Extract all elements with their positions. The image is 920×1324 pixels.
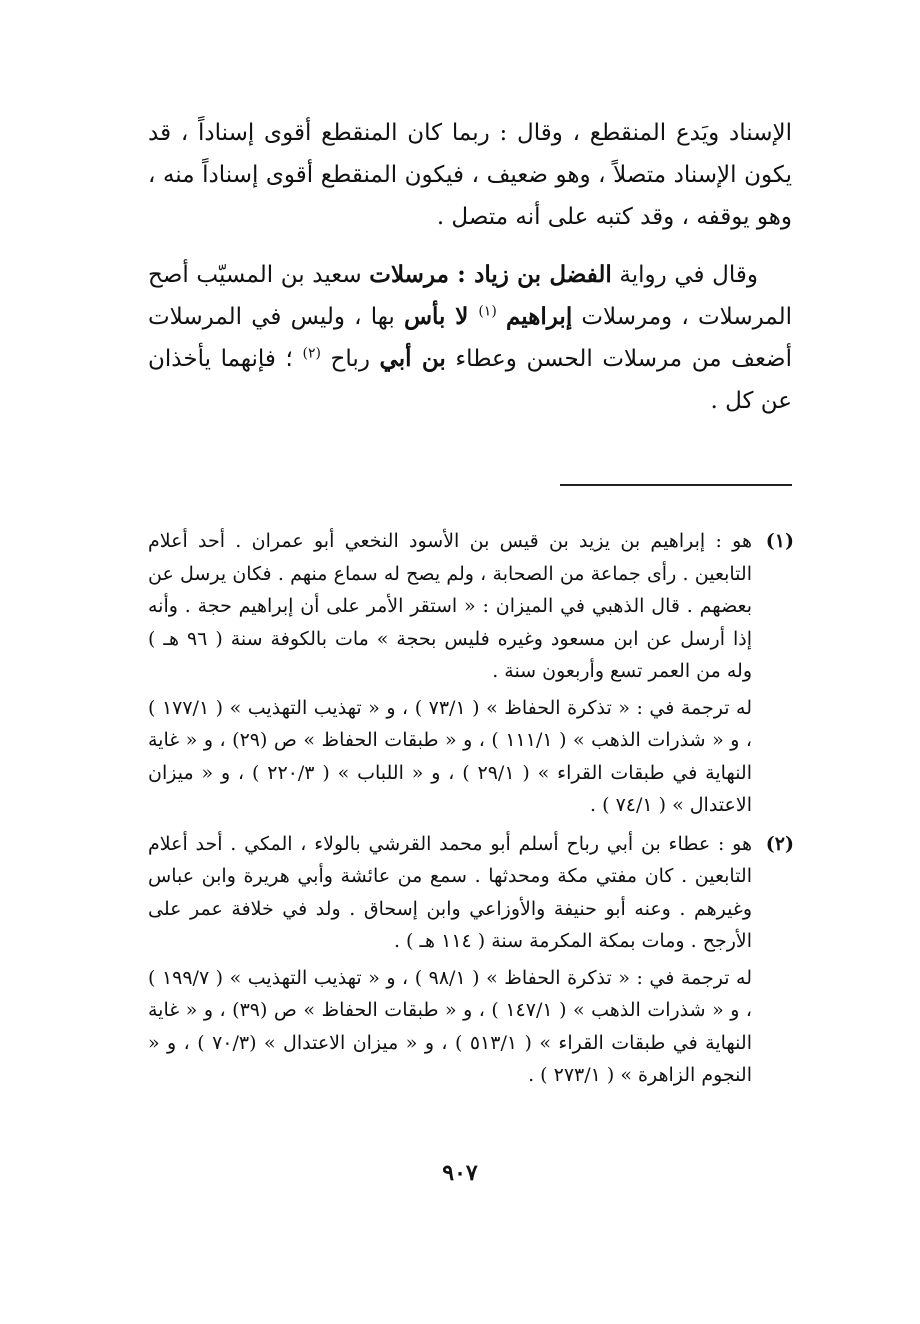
footnote-divider [560,484,792,486]
footnote-text: هو : عطاء بن أبي رباح أسلم أبو محمد القرشي بالولاء ، المكي . أحد أعلام التابعين . كان مفتي مكة ومحدثها . سمع من عائشة وأبي هريرة وابن عباس وغيرهم . وعنه أبو حنيفة والأوزاعي وابن إسحاق . ولد في خلافة عمر على الأرجح . ومات بمكة المكرمة سنة ( ١١٤ هـ ) . [148,832,752,952]
page-number: ٩٠٧ [442,1160,478,1186]
footnote-number: (١) [765,530,794,552]
footnote-references: له ترجمة في : « تذكرة الحفاظ » ( ٩٨/١ ) ، و « تهذيب التهذيب » ( ١٩٩/٧ ) ، و « شذرات الذهب » ( ١٤٧/١ ) ، و « طبقات الحفاظ » ص (٣٩) ، و « غاية النهاية في طبقات القراء » ( ٥١٣/١ ) ، و « ميزان الاعتدال » (٧٠/٣ ) ، و « النجوم الزاهرة » ( ٢٧٣/١ ) . [148,966,753,1086]
para2-la-bas: لا بأس [403,303,479,330]
footnote-ref-1[interactable]: (١) [478,303,497,320]
paragraph-1: الإسناد ويَدع المنقطع ، وقال : ربما كان المنقطع أقوى إسناداً ، قد يكون الإسناد متصلاً ، وهو ضعيف ، فيكون المنقطع أقوى إسناداً منه ، وهو يوقفه ، وقد كتبه على أنه متصل . [148,120,792,230]
para2-ibrahim: إبراهيم [505,303,573,330]
footnote-ref-2[interactable]: (٢) [302,345,321,362]
para2-ibn-abi: بن أبي [379,345,446,372]
para2-mid2: بها ، وليس في المرسلات أضعف من مرسلات الحسن وعطاء [148,304,792,372]
footnote-2 [148,828,794,1092]
paragraph-2 [148,254,792,422]
main-text [148,112,792,422]
footnote-number: (٢) [765,832,794,855]
para2-end: ؛ فإنهما يأخذان عن كل . [148,346,792,414]
footnotes [148,525,794,1098]
footnote-1 [148,525,794,822]
footnote-text: هو : إبراهيم بن يزيد بن قيس بن الأسود النخعي أبو عمران . أحد أعلام التابعين . رأى جماعة من الصحابة ، ولم يصح له سماع منهم . فكان يرسل عن بعضهم . قال الذهبي في الميزان : « استقر الأمر على أن إبراهيم حجة . وأنه إذا أرسل عن ابن مسعود وغيره فليس بحجة » مات بالكوفة سنة ( ٩٦ هـ ) وله من العمر تسع وأربعون سنة . [148,530,752,682]
para2-mid1: سعيد بن المسيّب أصح المرسلات ، ومرسلات [148,262,792,330]
para2-intro: وقال في رواية [611,262,758,288]
para2-mid3: رباح [320,346,380,372]
footnote-references: له ترجمة في : « تذكرة الحفاظ » ( ٧٣/١ ) ، و « تهذيب التهذيب » ( ١٧٧/١ ) ، و « شذرات الذهب » ( ١١١/١ ) ، و « طبقات الحفاظ » ص (٢٩) ، و « غاية النهاية في طبقات القراء » ( ٢٩/١ ) ، و « اللباب » ( ٢٢٠/٣ ) ، و « ميزان الاعتدال » ( ٧٤/١ ) . [148,696,753,816]
footnote-body [148,828,752,1092]
footnote-body [148,525,752,822]
para2-narrator: الفضل بن زياد : مرسلات [369,261,612,288]
